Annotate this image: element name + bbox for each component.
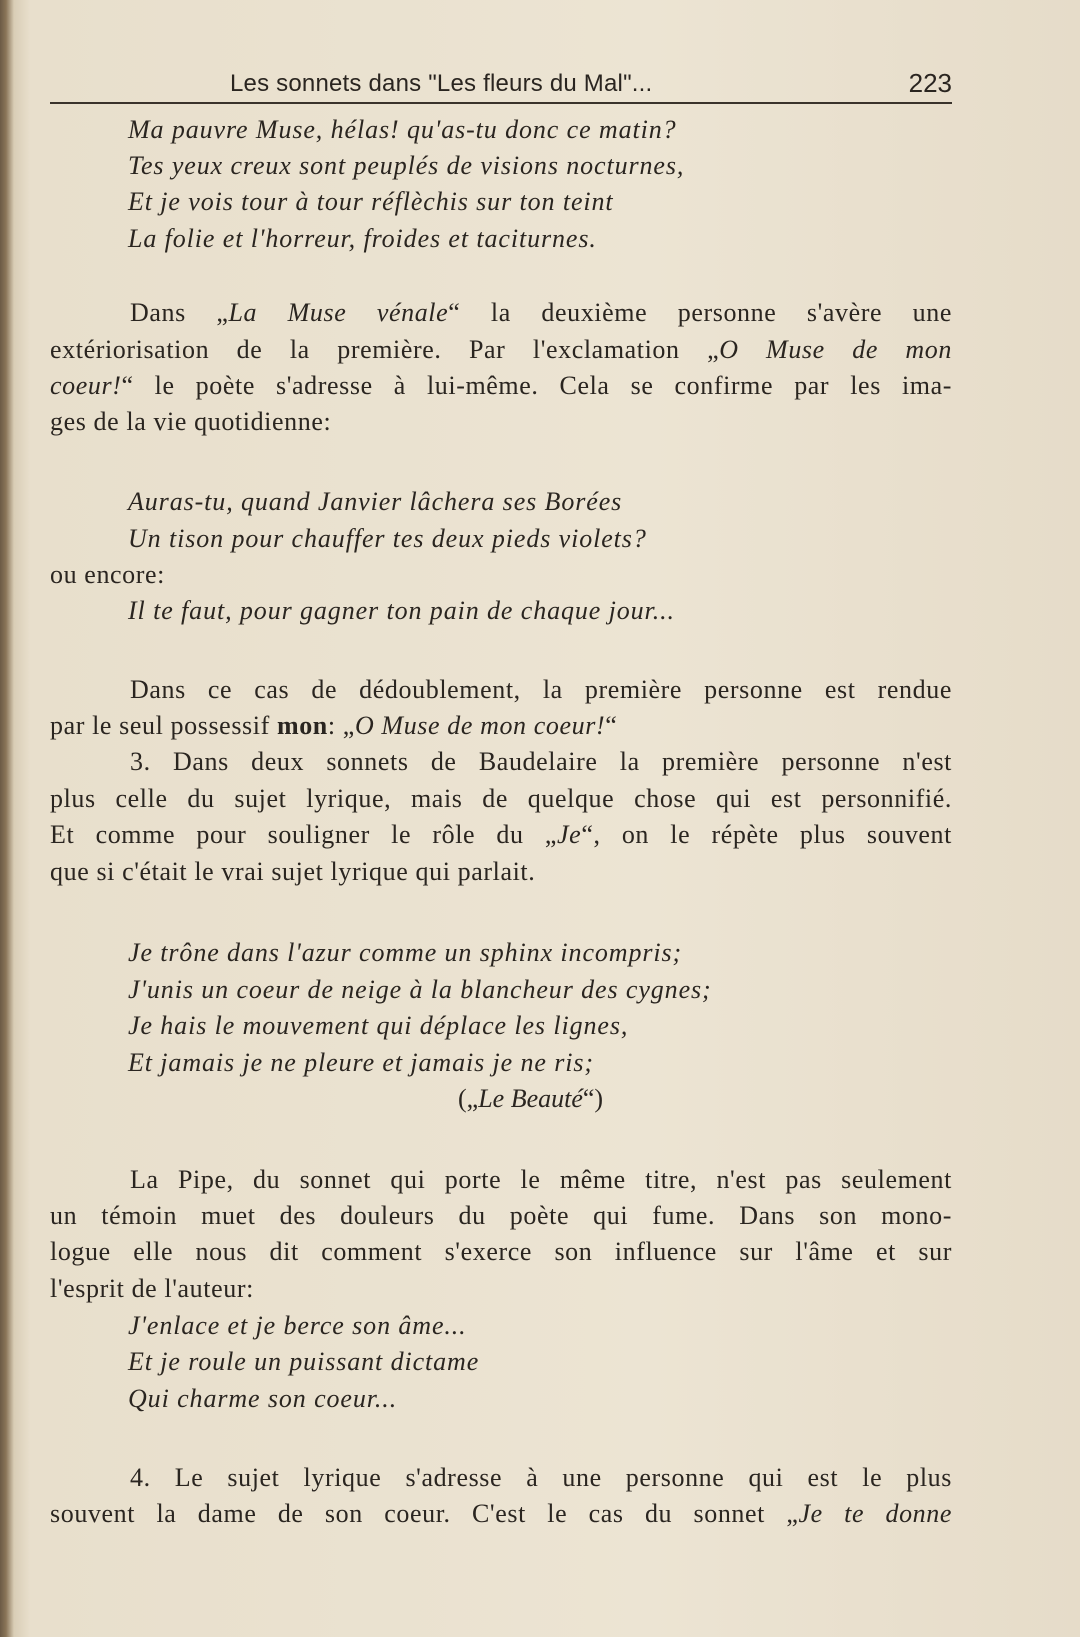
text-run: “) (582, 1084, 604, 1113)
citation (458, 1082, 603, 1116)
verse-line: Il te faut, pour gagner ton pain de chaque jour... (128, 596, 675, 625)
verse-line: La folie et l'horreur, froides et taciturnes. (128, 224, 597, 253)
paragraph-line (50, 709, 617, 743)
verse-line: Qui charme son coeur... (128, 1384, 398, 1413)
paragraph-line: 3. Dans deux sonnets de Baudelaire la première personne n'est (130, 747, 952, 776)
verse-line: Auras-tu, quand Janvier lâchera ses Borées (128, 487, 623, 516)
verse-line: Et jamais je ne pleure et jamais je ne ris; (128, 1048, 594, 1077)
paragraph-line (50, 333, 952, 367)
text-run: : „ (327, 711, 355, 740)
paragraph-line: l'esprit de l'auteur: (50, 1274, 254, 1303)
text-run: “ la deuxième personne s'avère une (448, 298, 952, 327)
header-title: Les sonnets dans "Les fleurs du Mal"... (230, 70, 653, 97)
verse-line: J'unis un coeur de neige à la blancheur des cygnes; (128, 975, 712, 1004)
verse-line: Tes yeux creux sont peuplés de visions nocturnes, (128, 151, 685, 180)
quote-text: O Muse de mon coeur! (354, 711, 606, 740)
paragraph-line: ou encore: (50, 560, 166, 589)
paragraph-line: plus celle du sujet lyrique, mais de quelque chose qui est personnifié. (50, 784, 952, 813)
text-run: souvent la dame de son coeur. C'est le cas du sonnet „ (50, 1499, 799, 1528)
paragraph-line: Dans ce cas de dédoublement, la première personne est rendue (130, 675, 952, 704)
paragraph-line: 4. Le sujet lyrique s'adresse à une personne qui est le plus (130, 1463, 952, 1492)
text-run: “, on le répète plus souvent (581, 820, 952, 849)
text-run: extériorisation de la première. Par l'exclamation „ (50, 335, 720, 364)
paragraph-line (50, 369, 952, 403)
paragraph-line (50, 1497, 952, 1531)
quote-text: coeur! (50, 371, 122, 400)
paragraph-line (50, 818, 952, 852)
poem-title: Le Beauté (478, 1084, 583, 1113)
verse-line: Je trône dans l'azur comme un sphinx incompris; (128, 938, 683, 967)
paragraph-line (50, 296, 952, 330)
paragraph-line: ges de la vie quotidienne: (50, 407, 332, 436)
quote-text: O Muse de mon (719, 335, 952, 364)
page-number: 223 (908, 68, 952, 98)
paragraph-line: que si c'était le vrai sujet lyrique qui parlait. (50, 857, 536, 886)
text-run: “ le poète s'adresse à lui-même. Cela se confirme par les ima- (121, 371, 952, 400)
running-header (50, 66, 952, 104)
verse-line: Et je vois tour à tour réflèchis sur ton teint (128, 187, 614, 216)
paragraph-line: un témoin muet des douleurs du poète qui fume. Dans son mono- (50, 1201, 952, 1230)
emphasis: mon (276, 711, 328, 740)
paragraph-line: La Pipe, du sonnet qui porte le même titre, n'est pas seulement (130, 1165, 952, 1194)
paragraph-line: logue elle nous dit comment s'exerce son influence sur l'âme et sur (50, 1237, 952, 1266)
poem-title: Je te donne (798, 1499, 953, 1528)
text-run: („ (458, 1084, 479, 1113)
text-run: par le seul possessif (50, 711, 277, 740)
poem-title: La Muse vénale (228, 298, 449, 327)
verse-line: Ma pauvre Muse, hélas! qu'as-tu donc ce matin? (128, 115, 677, 144)
verse-line: Et je roule un puissant dictame (128, 1347, 480, 1376)
text-run: “ (605, 711, 618, 740)
verse-line: Je hais le mouvement qui déplace les lignes, (128, 1011, 629, 1040)
text-run: Et comme pour souligner le rôle du „ (50, 820, 558, 849)
verse-line: J'enlace et je berce son âme... (128, 1311, 467, 1340)
quote-text: Je (557, 820, 582, 849)
verse-line: Un tison pour chauffer tes deux pieds violets? (128, 524, 647, 553)
text-run: Dans „ (130, 298, 229, 327)
